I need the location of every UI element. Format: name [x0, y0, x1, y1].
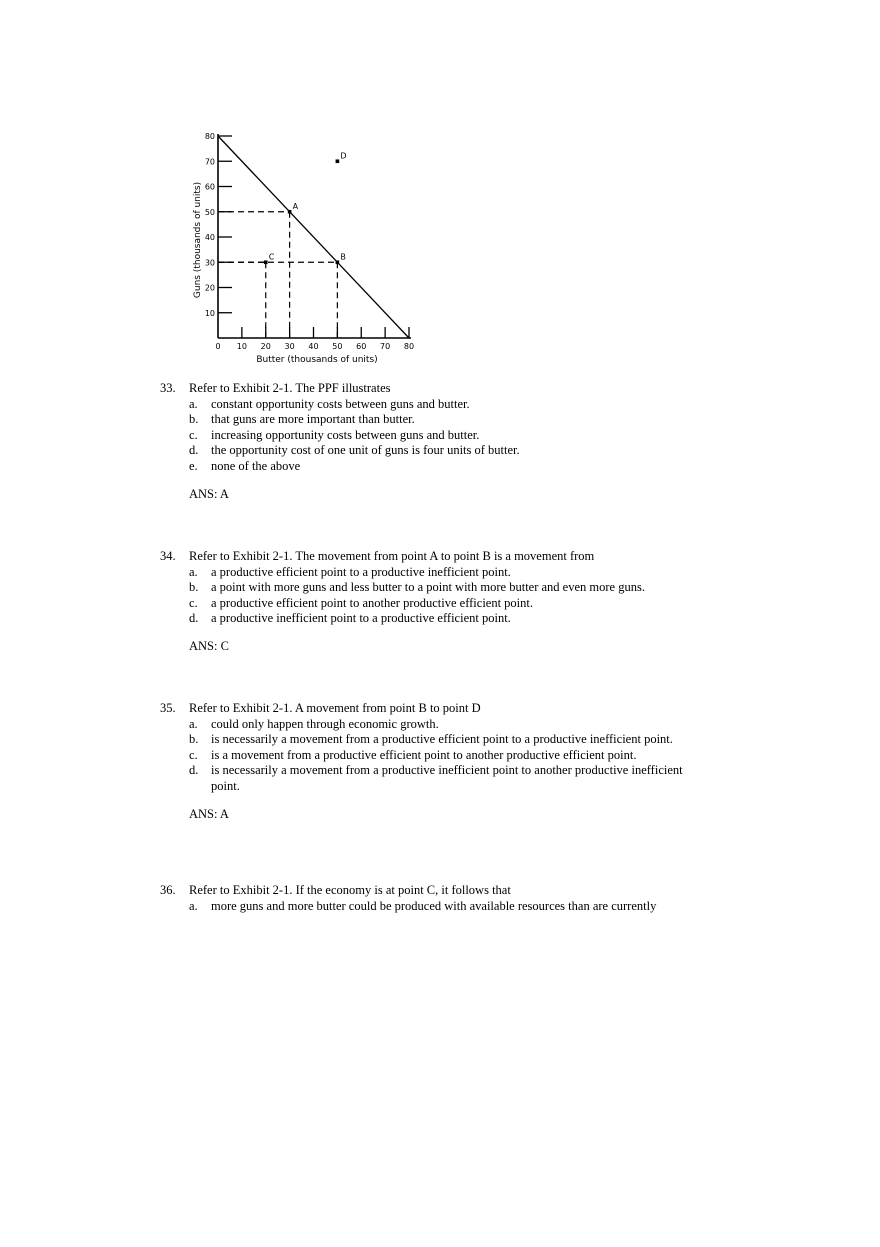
ppf-line [218, 136, 409, 338]
x-tick-label: 10 [236, 342, 247, 351]
y-tick-label: 10 [204, 308, 215, 318]
option-text: constant opportunity costs between guns and butter. [211, 396, 470, 411]
y-tick-label: 40 [204, 233, 215, 242]
x-tick-label: 20 [260, 342, 271, 351]
y-tick-label: 70 [204, 157, 215, 167]
x-tick-label: 60 [356, 342, 367, 351]
y-axis-label: Guns (thousands of units) [193, 181, 203, 299]
option-a [160, 565, 645, 581]
point-d-label: D [340, 151, 347, 161]
y-tick-label: 50 [204, 207, 215, 217]
y-tick-label: 30 [204, 258, 215, 268]
option-e [160, 459, 520, 475]
question-stem: Refer to Exhibit 2-1. The movement from point A to point B is a movement from [189, 549, 595, 563]
option-text: the opportunity cost of one unit of guns is four units of butter. [211, 443, 520, 458]
x-axis-label: Butter (thousands of units) [256, 355, 378, 365]
question-stem: Refer to Exhibit 2-1. The PPF illustrates [189, 381, 391, 395]
question-35 [160, 701, 701, 822]
option-letter: c. [189, 427, 198, 442]
option-text: more guns and more butter could be produced with available resources than are currently [211, 898, 657, 913]
option-letter: d. [189, 611, 199, 626]
option-b [160, 732, 701, 748]
option-letter: b. [189, 732, 199, 747]
point-a-marker [288, 210, 292, 214]
option-letter: e. [189, 458, 198, 473]
question-stem: Refer to Exhibit 2-1. If the economy is at point C, it follows that [189, 883, 511, 897]
option-text: increasing opportunity costs between guns and butter. [211, 427, 480, 442]
option-letter: a. [189, 564, 198, 579]
option-text: a productive efficient point to a productive inefficient point. [211, 564, 511, 579]
x-tick-label: 50 [332, 342, 343, 351]
point-a-label: A [292, 201, 299, 211]
y-tick-label: 80 [204, 132, 215, 141]
option-letter: b. [189, 412, 199, 427]
option-text: is necessarily a movement from a productive efficient point to a productive inefficient point. [211, 732, 673, 747]
option-text: is a movement from a productive efficient point to another productive efficient point. [211, 747, 637, 762]
question-number: 35. [160, 701, 176, 715]
answer: ANS: C [189, 638, 229, 653]
y-tick-label: 20 [204, 283, 215, 293]
option-c [160, 748, 701, 764]
x-tick-label: 80 [403, 342, 415, 351]
option-d [160, 443, 520, 459]
option-a [160, 717, 701, 733]
x-tick-label: 40 [308, 342, 319, 351]
point-b-label: B [340, 252, 346, 262]
option-d [160, 611, 645, 627]
option-text: none of the above [211, 458, 301, 473]
option-text: is necessarily a movement from a productive inefficient point to another productive inefficient point. [211, 763, 683, 793]
option-letter: c. [189, 595, 198, 610]
question-number: 34. [160, 549, 176, 563]
point-d-marker [336, 159, 340, 163]
question-33 [160, 381, 520, 502]
x-tick-label: 0 [215, 342, 221, 351]
option-text: could only happen through economic growth. [211, 716, 439, 731]
option-letter: c. [189, 747, 198, 762]
answer: ANS: A [189, 806, 229, 821]
question-number: 36. [160, 883, 176, 897]
option-c [160, 596, 645, 612]
option-text: a point with more guns and less butter to a point with more butter and even more guns. [211, 580, 645, 595]
option-text: a productive efficient point to another productive efficient point. [211, 595, 534, 610]
x-tick-label: 30 [284, 342, 295, 351]
ppf-chart [180, 125, 430, 370]
x-tick-label: 70 [380, 342, 391, 351]
point-c-marker [264, 260, 268, 264]
answer: ANS: A [189, 486, 229, 501]
option-letter: a. [189, 716, 198, 731]
question-stem: Refer to Exhibit 2-1. A movement from point B to point D [189, 701, 481, 715]
option-letter: a. [189, 898, 198, 913]
option-c [160, 428, 520, 444]
option-a [160, 899, 656, 915]
option-letter: d. [189, 763, 199, 778]
y-tick-label: 60 [204, 182, 215, 192]
option-b [160, 580, 645, 596]
option-letter: a. [189, 396, 198, 411]
option-letter: d. [189, 443, 199, 458]
option-b [160, 412, 520, 428]
question-34 [160, 549, 645, 655]
point-b-marker [336, 260, 340, 264]
point-c-label: C [268, 252, 275, 262]
option-letter: b. [189, 580, 199, 595]
option-text: a productive inefficient point to a productive efficient point. [211, 611, 511, 626]
option-text: that guns are more important than butter. [211, 412, 415, 427]
option-d [160, 763, 701, 794]
option-a [160, 397, 520, 413]
question-36 [160, 883, 656, 914]
question-number: 33. [160, 381, 176, 395]
